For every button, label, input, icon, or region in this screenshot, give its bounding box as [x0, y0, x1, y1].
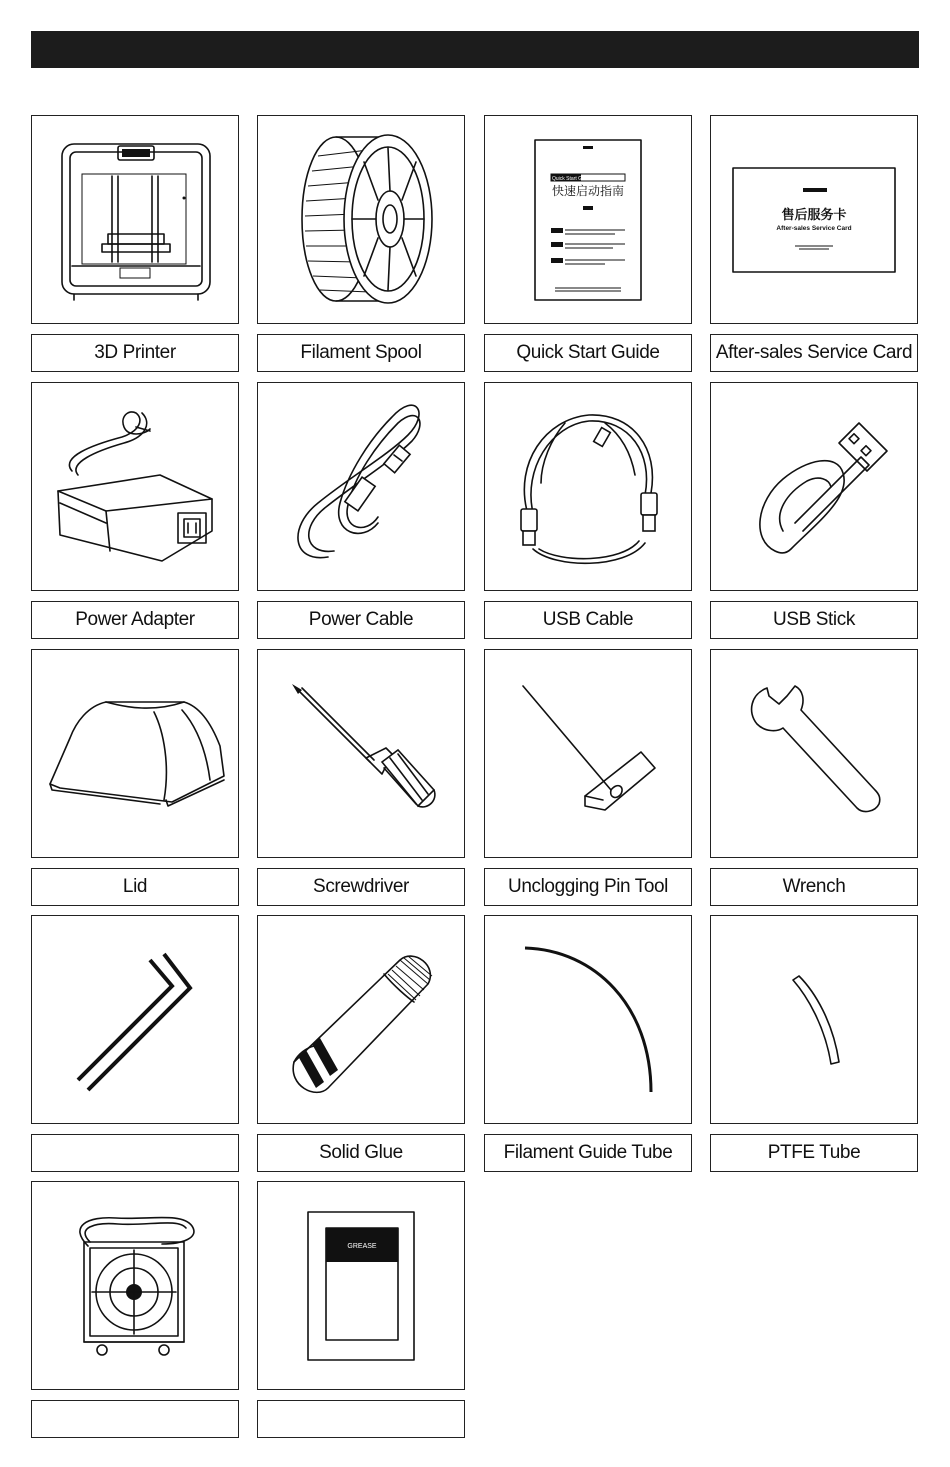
allen-keys-icon	[32, 916, 238, 1123]
item-label: Power Adapter	[31, 601, 239, 639]
item-label	[257, 1400, 465, 1438]
filament-guide-tube-image	[484, 915, 692, 1124]
item-label: Lid	[31, 868, 239, 906]
usb-stick-image	[710, 382, 918, 591]
item-label: Quick Start Guide	[484, 334, 692, 372]
ptfe-tube-image	[710, 915, 918, 1124]
card-title-cn: 售后服务卡	[781, 207, 847, 222]
item-label	[31, 1134, 239, 1172]
item-label: Wrench	[710, 868, 918, 906]
fan-icon	[32, 1182, 238, 1389]
power-adapter-icon	[32, 383, 238, 590]
3d-printer-icon	[32, 116, 238, 323]
item-label: Unclogging Pin Tool	[484, 868, 692, 906]
fan-image	[31, 1181, 239, 1390]
ptfe-tube-icon	[711, 916, 917, 1123]
guide-title-cn: 快速启动指南	[552, 184, 625, 198]
item-label: Filament Spool	[257, 334, 465, 372]
item-label: 3D Printer	[31, 334, 239, 372]
item-label: Screwdriver	[257, 868, 465, 906]
grease-image	[257, 1181, 465, 1390]
item-label: PTFE Tube	[710, 1134, 918, 1172]
service-card-icon	[711, 116, 917, 323]
power-cable-icon	[258, 383, 464, 590]
guide-tube-icon	[485, 916, 691, 1123]
item-label: Solid Glue	[257, 1134, 465, 1172]
allen-keys-image	[31, 915, 239, 1124]
usb-stick-icon	[711, 383, 917, 590]
header-bar	[31, 31, 919, 68]
usb-cable-image	[484, 382, 692, 591]
service-card-image	[710, 115, 918, 324]
item-label: Power Cable	[257, 601, 465, 639]
grease-icon	[258, 1182, 464, 1389]
lid-icon	[32, 650, 238, 857]
item-label	[31, 1400, 239, 1438]
screwdriver-image	[257, 649, 465, 858]
3d-printer-image	[31, 115, 239, 324]
power-adapter-image	[31, 382, 239, 591]
guide-title-en: Quick Start Guide	[552, 176, 592, 182]
item-label: USB Stick	[710, 601, 918, 639]
wrench-icon	[711, 650, 917, 857]
grease-label: GREASE	[347, 1243, 377, 1250]
filament-spool-image	[257, 115, 465, 324]
usb-cable-icon	[485, 383, 691, 590]
item-label: After-sales Service Card	[710, 334, 918, 372]
power-cable-image	[257, 382, 465, 591]
card-title-en: After-sales Service Card	[776, 225, 852, 232]
screwdriver-icon	[258, 650, 464, 857]
solid-glue-image	[257, 915, 465, 1124]
unclogging-pin-image	[484, 649, 692, 858]
item-label: Filament Guide Tube	[484, 1134, 692, 1172]
unclogging-pin-icon	[485, 650, 691, 857]
lid-image	[31, 649, 239, 858]
quick-start-guide-icon	[485, 116, 691, 323]
filament-spool-icon	[258, 116, 464, 323]
solid-glue-icon	[258, 916, 464, 1123]
wrench-image	[710, 649, 918, 858]
quick-start-guide-image	[484, 115, 692, 324]
item-label: USB Cable	[484, 601, 692, 639]
